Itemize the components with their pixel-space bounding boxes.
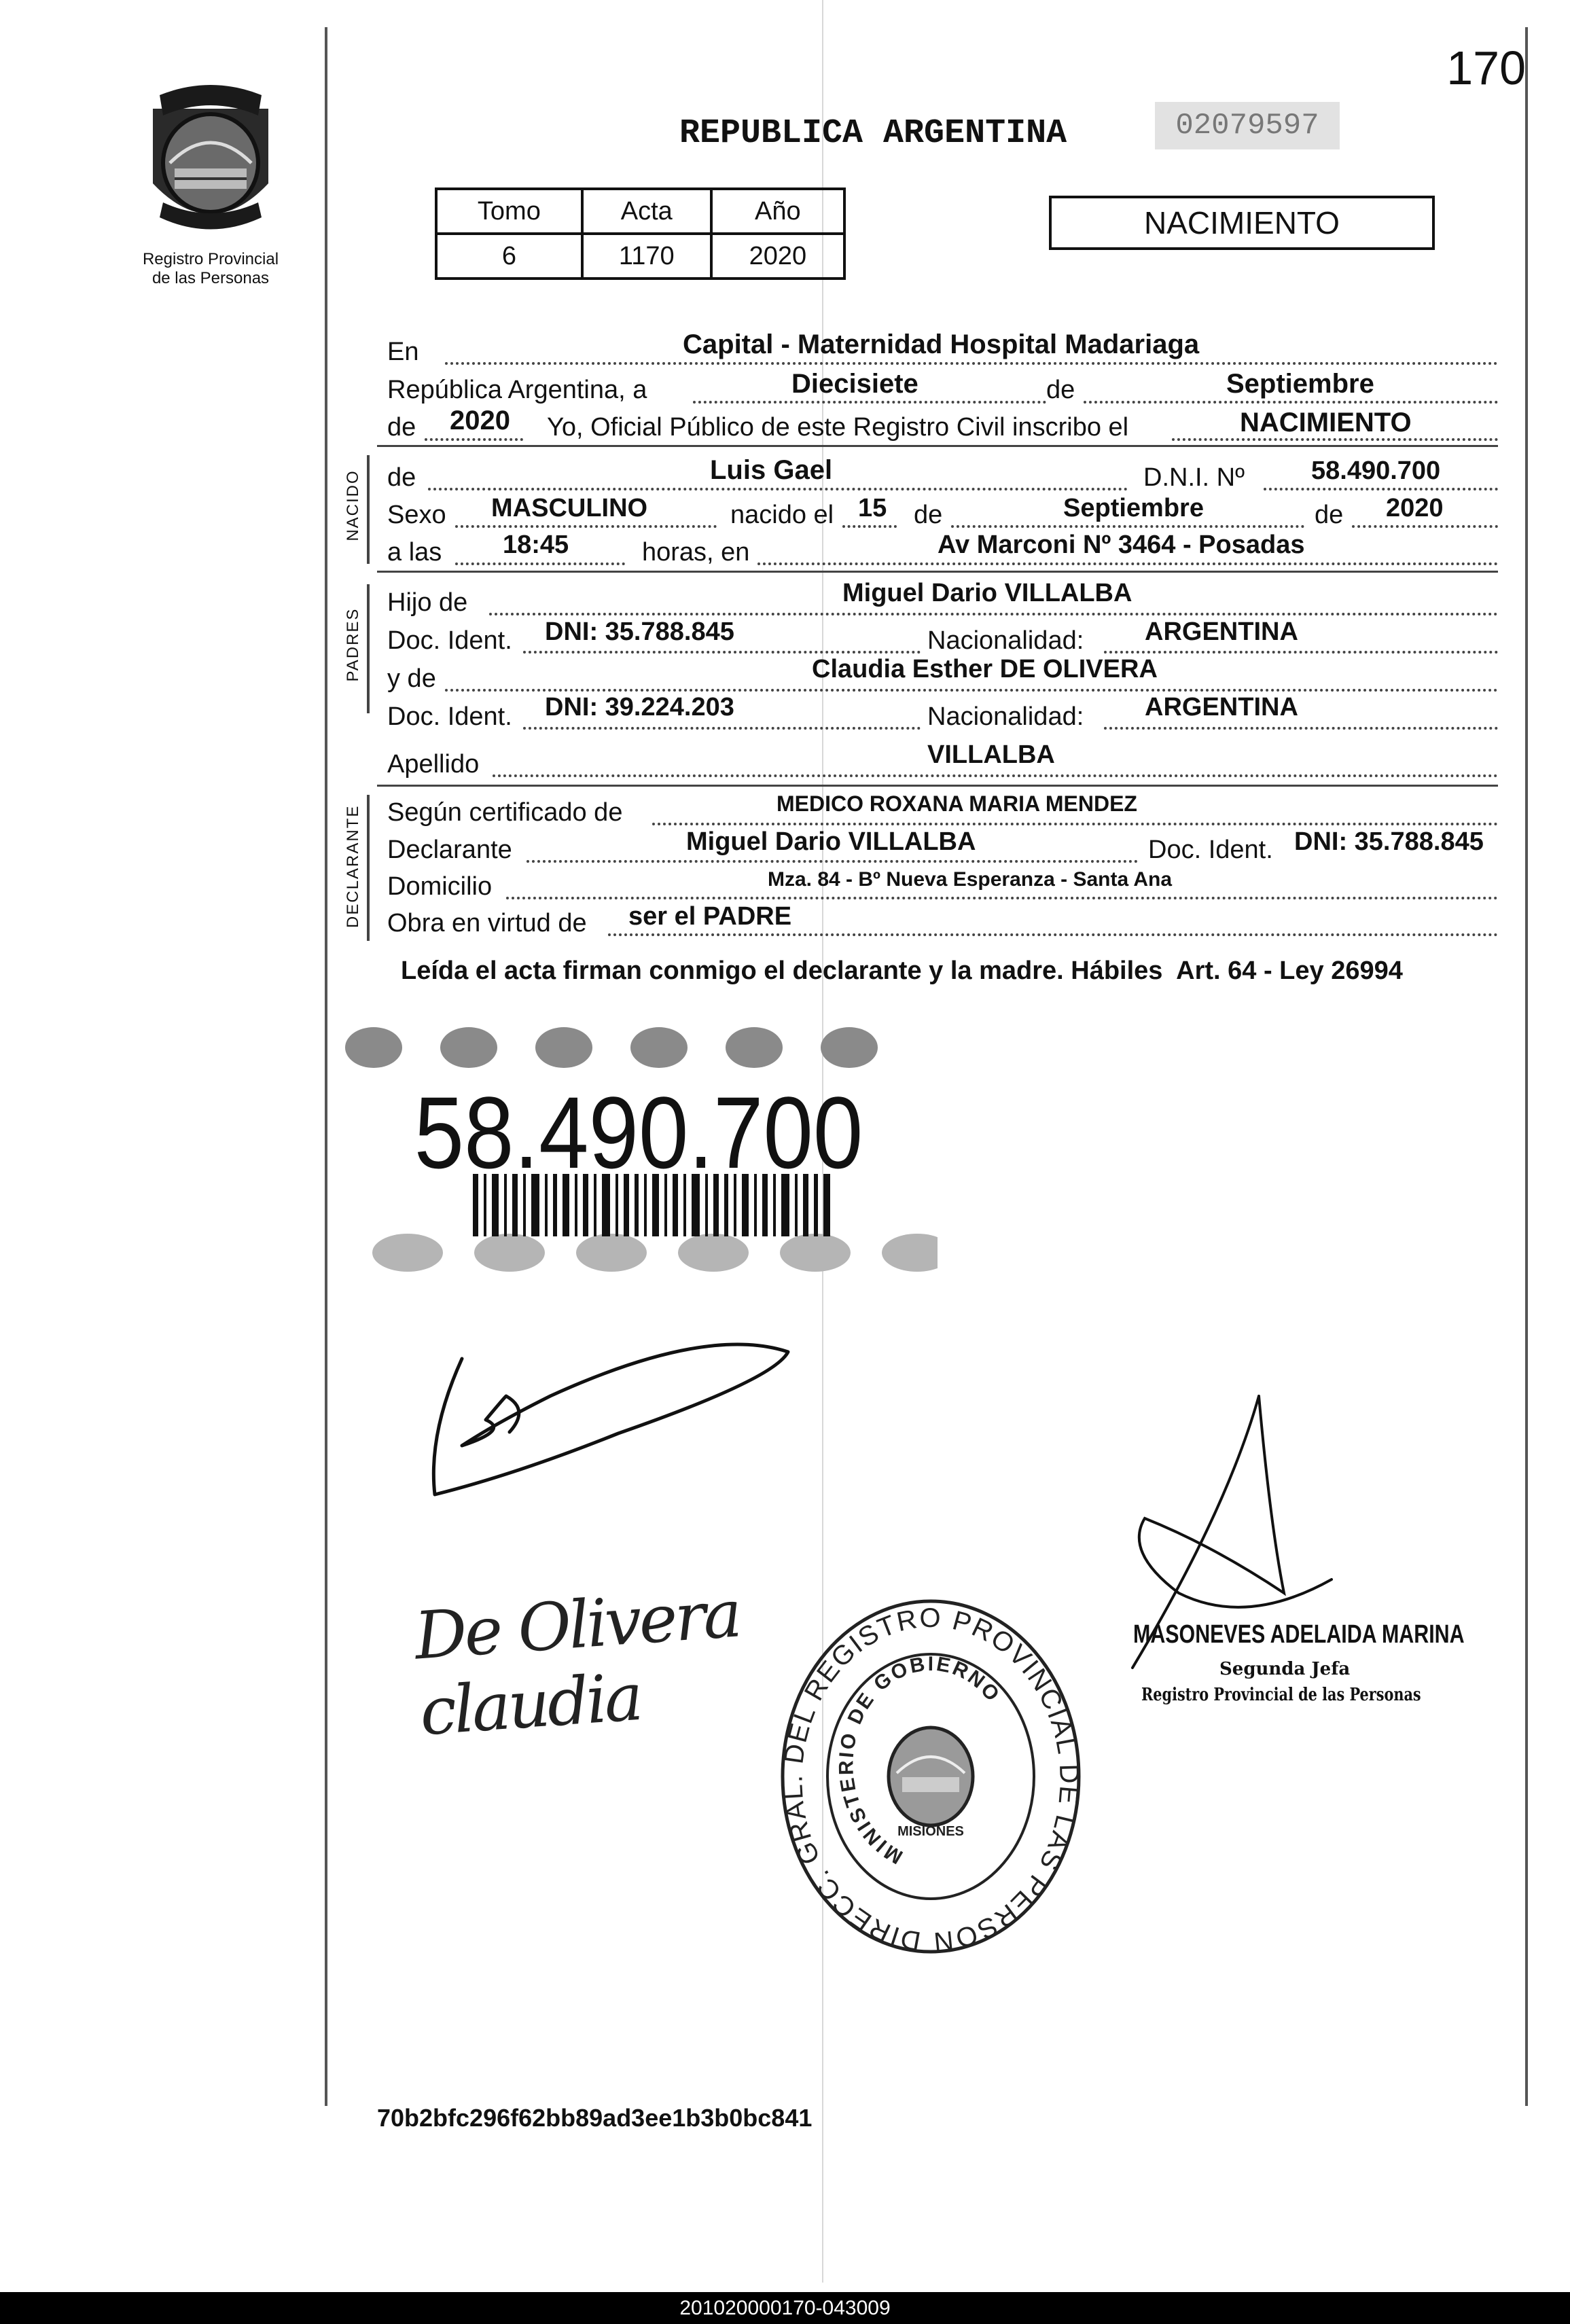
section-divider <box>377 571 1498 573</box>
certifying-doctor: MEDICO ROXANA MARIA MENDEZ <box>777 791 1137 816</box>
id-sticker <box>340 1026 938 1281</box>
footer-bar <box>0 2292 1570 2324</box>
place-of-record: Capital - Maternidad Hospital Madariaga <box>683 329 1200 359</box>
page-number: 170 <box>1446 41 1526 94</box>
mother-signature-text: De Olivera claudia <box>412 1575 742 1751</box>
horas-en-label: horas, en <box>642 538 750 567</box>
issuer-name-line2: de las Personas <box>151 269 270 287</box>
dotted-line <box>608 933 1498 936</box>
tomo-header: Tomo <box>436 189 582 234</box>
nacionalidad-label: Nacionalidad: <box>927 702 1084 731</box>
right-margin-line <box>1525 27 1528 2106</box>
record-table <box>435 187 846 280</box>
section-divider <box>377 785 1498 787</box>
nacionalidad-label: Nacionalidad: <box>927 626 1084 655</box>
declarant-signature <box>421 1331 802 1515</box>
nacido-section-label: NACIDO <box>344 469 362 541</box>
hijo-de-label: Hijo de <box>387 588 468 617</box>
dotted-line <box>493 774 1498 777</box>
document-type-box: NACIMIENTO <box>1049 196 1435 250</box>
closing-statement: Leída el acta firman conmigo el declarante y la madre. Hábiles Art. 64 - Ley 26994 <box>401 957 1403 985</box>
birth-place: Av Marconi Nº 3464 - Posadas <box>938 531 1305 559</box>
footer-code: 201020000170-043009 <box>679 2297 891 2319</box>
acta-value: 1170 <box>582 234 711 279</box>
dotted-line <box>842 525 897 528</box>
dotted-line <box>1084 401 1498 404</box>
doc-ident-label: Doc. Ident. <box>1148 836 1273 864</box>
serial-number: 02079597 <box>1155 102 1340 149</box>
father-name: Miguel Dario VILLALBA <box>842 579 1132 607</box>
birth-year: 2020 <box>1386 494 1444 522</box>
seal-inner-text: MINISTERIO DE GOBIERNO <box>835 1652 1005 1868</box>
record-month: Septiembre <box>1226 369 1374 399</box>
surname-value: VILLALBA <box>927 740 1055 769</box>
dotted-line <box>425 438 523 441</box>
mother-nationality: ARGENTINA <box>1145 693 1298 721</box>
provincial-coat-of-arms <box>132 82 289 245</box>
doc-ident-label: Doc. Ident. <box>387 626 512 655</box>
document-hash: 70b2bfc296f62bb89ad3ee1b3b0bc841 <box>377 2104 813 2132</box>
nacido-el-label: nacido el <box>730 501 834 529</box>
dotted-line <box>445 362 1498 365</box>
mother-doc: DNI: 39.224.203 <box>545 693 734 721</box>
dotted-line <box>523 727 921 730</box>
a-las-label: a las <box>387 538 442 567</box>
acta-header: Acta <box>582 189 711 234</box>
domicilio-label: Domicilio <box>387 872 493 901</box>
padres-section-label: PADRES <box>344 607 362 682</box>
birth-time: 18:45 <box>503 531 569 559</box>
official-seal <box>774 1590 1087 1956</box>
dotted-line <box>523 651 921 654</box>
declarant-role: ser el PADRE <box>628 902 792 931</box>
official-title: Segunda Jefa <box>1219 1659 1351 1679</box>
declarante-section-label: DECLARANTE <box>344 804 362 928</box>
child-sex: MASCULINO <box>491 494 648 522</box>
dotted-line <box>951 525 1304 528</box>
dotted-line <box>506 897 1498 899</box>
father-nationality: ARGENTINA <box>1145 618 1298 646</box>
dotted-line <box>455 562 625 565</box>
seal-outer-text: DIRECC. GRAL. DEL REGISTRO PROVINCIAL DE LAS PERSON <box>778 1603 1084 1956</box>
ano-header: Año <box>711 189 844 234</box>
de-label: de <box>1315 501 1344 529</box>
dotted-line <box>445 689 1498 692</box>
apellido-label: Apellido <box>387 750 480 779</box>
birth-day: 15 <box>858 494 887 522</box>
official-name: MASONEVES ADELAIDA MARINA <box>1133 1620 1465 1649</box>
country-title: REPUBLICA ARGENTINA <box>679 114 1067 153</box>
child-dni: 58.490.700 <box>1311 457 1441 485</box>
doc-ident-label: Doc. Ident. <box>387 702 512 731</box>
declarant-doc: DNI: 35.788.845 <box>1294 827 1484 856</box>
issuer-name-line1: Registro Provincial <box>142 250 279 268</box>
dotted-line <box>428 488 1128 490</box>
sexo-label: Sexo <box>387 501 446 529</box>
child-name: Luis Gael <box>710 455 833 485</box>
dotted-line <box>1172 438 1498 441</box>
dni-label: D.N.I. Nº <box>1143 463 1245 492</box>
republica-label: República Argentina, a <box>387 376 647 404</box>
section-bar <box>367 584 370 713</box>
declarant-address: Mza. 84 - Bº Nueva Esperanza - Santa Ana <box>768 868 1173 891</box>
dotted-line <box>1352 525 1498 528</box>
year-prefix-label: de <box>387 413 416 442</box>
record-year: 2020 <box>450 406 510 435</box>
dotted-line <box>1104 727 1498 730</box>
officer-statement: Yo, Oficial Público de este Registro Civil inscribo el <box>547 413 1129 442</box>
record-day: Diecisiete <box>791 369 918 399</box>
dotted-line <box>455 525 717 528</box>
seal-center-text: MISIONES <box>897 1824 964 1839</box>
official-office: Registro Provincial de las Personas <box>1141 1685 1421 1705</box>
en-label: En <box>387 338 419 366</box>
father-doc: DNI: 35.788.845 <box>545 618 734 646</box>
y-de-label: y de <box>387 664 436 693</box>
ano-value: 2020 <box>711 234 844 279</box>
section-divider <box>377 445 1498 447</box>
inscribed-event: NACIMIENTO <box>1240 408 1412 437</box>
dotted-line <box>489 613 1498 615</box>
sticker-id-number: 58.490.700 <box>414 1075 863 1190</box>
declarante-label: Declarante <box>387 836 512 864</box>
dotted-line <box>1104 651 1498 654</box>
declarant-name: Miguel Dario VILLALBA <box>686 827 976 856</box>
left-margin-line <box>325 27 327 2106</box>
de-label: de <box>1046 376 1075 404</box>
dotted-line <box>527 860 1138 863</box>
certificado-label: Según certificado de <box>387 798 623 827</box>
dotted-line <box>652 823 1498 825</box>
section-bar <box>367 795 370 941</box>
mother-name: Claudia Esther DE OLIVERA <box>812 655 1158 683</box>
dotted-line <box>1264 488 1498 490</box>
nacido-de-label: de <box>387 463 416 492</box>
obra-label: Obra en virtud de <box>387 909 587 937</box>
tomo-value: 6 <box>436 234 582 279</box>
dotted-line <box>757 562 1498 565</box>
section-bar <box>367 455 370 564</box>
birth-month: Septiembre <box>1063 494 1204 522</box>
de-label: de <box>914 501 943 529</box>
dotted-line <box>693 401 1046 404</box>
